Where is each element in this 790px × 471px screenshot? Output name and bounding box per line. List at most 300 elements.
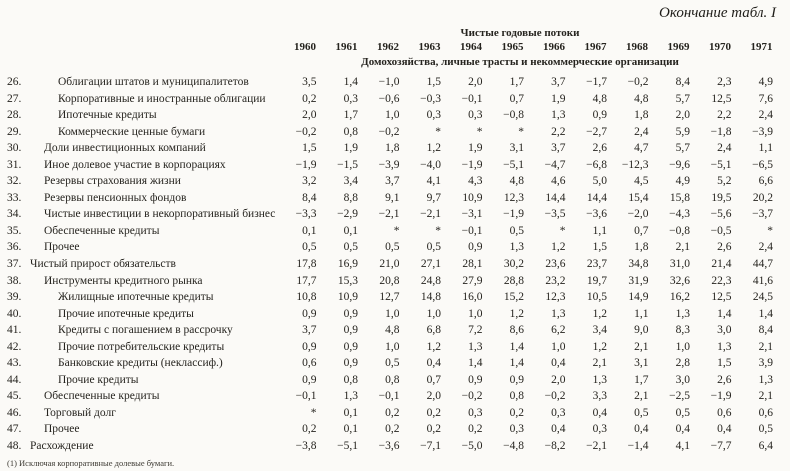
row-value: 0,5 [426, 241, 441, 254]
row-value: 15,8 [669, 191, 690, 204]
row-value: 2,2 [717, 109, 732, 122]
row-number: 33. [7, 191, 22, 204]
row-value: 2,8 [675, 357, 690, 370]
table-row [0, 355, 790, 372]
row-value: 2,6 [592, 142, 607, 155]
row-value: −1,9 [461, 158, 483, 171]
year-label: 1962 [377, 41, 399, 53]
row-value: −1,9 [710, 390, 732, 403]
row-value: 0,9 [468, 241, 483, 254]
row-value: 2,0 [551, 373, 566, 386]
row-value: −3,9 [752, 125, 773, 138]
row-value: 0,5 [385, 241, 400, 254]
row-value: 1,4 [717, 307, 732, 320]
row-number: 47. [7, 423, 22, 436]
row-value: 0,1 [343, 224, 358, 237]
year-label: 1961 [335, 41, 358, 53]
row-value: 12,3 [545, 291, 566, 304]
row-value: 16,9 [337, 258, 358, 271]
row-value: 31,9 [628, 274, 649, 287]
row-value: 14,4 [545, 191, 566, 204]
row-value: 0,3 [426, 109, 441, 122]
row-value: 1,3 [675, 307, 690, 320]
row-value: −1,0 [378, 76, 400, 88]
row-label: Коммерческие ценные бумаги [58, 125, 206, 138]
row-value: 3,7 [302, 324, 317, 337]
row-label: Корпоративные и иностранные облигации [58, 92, 266, 105]
row-value: 0,9 [509, 373, 524, 386]
row-number: 35. [7, 224, 22, 237]
row-value: * [310, 406, 317, 419]
row-value: 1,8 [634, 109, 649, 122]
row-value: 1,3 [717, 340, 732, 353]
row-value: −5,0 [461, 440, 483, 453]
row-label: Обеспеченные кредиты [44, 224, 160, 237]
row-value: 17,8 [296, 258, 317, 271]
row-value: −4,7 [544, 158, 566, 171]
row-value: 0,4 [717, 423, 732, 436]
row-value: 1,4 [509, 340, 524, 353]
row-value: 6,6 [758, 175, 773, 188]
row-value: 19,5 [711, 191, 732, 204]
row-value: 2,1 [758, 390, 773, 403]
row-value: 0,5 [675, 406, 690, 419]
row-value: −0,6 [378, 92, 400, 105]
row-value: 0,4 [675, 423, 690, 436]
row-value: 4,8 [592, 92, 607, 105]
row-value: −2,1 [586, 440, 607, 453]
row-value: 3,7 [551, 76, 566, 88]
row-value: 3,7 [551, 142, 566, 155]
row-value: −5,1 [503, 158, 524, 171]
row-value: 1,4 [468, 357, 483, 370]
row-value: 4,3 [468, 175, 483, 188]
row-value: −4,0 [420, 158, 441, 171]
row-value: 0,2 [468, 423, 483, 436]
row-value: 3,7 [385, 175, 400, 188]
row-value: 0,9 [343, 307, 358, 320]
row-value: 7,2 [468, 324, 483, 337]
row-value: 1,4 [343, 76, 358, 88]
row-value: 0,3 [468, 406, 483, 419]
row-value: −2,9 [337, 208, 358, 221]
row-value: 0,2 [302, 92, 317, 105]
row-value: 0,4 [551, 423, 566, 436]
row-number: 40. [7, 307, 22, 320]
row-value: −0,1 [295, 390, 317, 403]
row-value: 23,6 [545, 258, 566, 271]
row-value: 2,6 [717, 241, 732, 254]
row-value: 0,3 [551, 406, 566, 419]
row-value: −3,8 [295, 440, 317, 453]
row-value: 4,9 [758, 76, 773, 88]
row-value: 0,3 [592, 423, 607, 436]
row-value: 1,2 [551, 241, 566, 254]
row-value: 4,6 [551, 175, 566, 188]
row-value: 0,9 [343, 324, 358, 337]
row-value: 0,8 [509, 390, 524, 403]
row-value: 6,2 [551, 324, 566, 337]
row-label: Резервы пенсионных фондов [44, 191, 187, 204]
row-value: 5,9 [675, 125, 690, 138]
row-value: 27,1 [420, 258, 441, 271]
row-number: 31. [7, 158, 22, 171]
row-value: 2,1 [675, 241, 690, 254]
row-number: 29. [7, 125, 22, 138]
table-row [0, 157, 790, 174]
row-value: 19,7 [586, 274, 607, 287]
row-value: * [767, 224, 773, 237]
row-value: 17,7 [296, 274, 317, 287]
row-label: Жилищные ипотечные кредиты [58, 291, 214, 304]
row-value: 1,9 [551, 92, 566, 105]
row-value: 4,5 [634, 175, 649, 188]
row-value: 1,0 [385, 109, 400, 122]
row-number: 26. [7, 76, 22, 88]
table-row [0, 206, 790, 223]
row-value: 23,7 [586, 258, 607, 271]
year-label: 1969 [667, 41, 690, 53]
table-row [0, 124, 790, 141]
row-value: 34,8 [628, 258, 649, 271]
year-label: 1963 [418, 41, 441, 53]
row-value: 1,7 [634, 373, 649, 386]
row-value: * [435, 125, 441, 138]
row-value: 1,4 [758, 307, 773, 320]
row-value: −7,7 [710, 440, 732, 453]
row-value: 2,0 [468, 76, 483, 88]
row-value: 0,9 [302, 340, 317, 353]
row-value: 0,5 [634, 406, 649, 419]
row-number: 48. [7, 440, 22, 453]
row-value: 1,4 [509, 357, 524, 370]
row-value: 0,4 [592, 406, 607, 419]
row-value: 2,1 [634, 390, 649, 403]
row-label: Банковские кредиты (неклассиф.) [58, 357, 223, 370]
row-value: 2,1 [634, 340, 649, 353]
row-value: 0,1 [343, 423, 358, 436]
row-value: * [476, 125, 483, 138]
group-header-net-annual-flows: Чистые годовые потоки [460, 27, 580, 39]
row-value: 1,3 [551, 307, 566, 320]
row-value: 5,0 [592, 175, 607, 188]
row-value: 2,1 [592, 357, 607, 370]
table-row [0, 289, 790, 306]
row-value: 15,2 [503, 291, 524, 304]
table-row [0, 421, 790, 438]
row-value: 1,7 [343, 109, 358, 122]
row-value: −8,2 [544, 440, 566, 453]
row-value: 4,8 [634, 92, 649, 105]
row-value: 9,1 [385, 191, 400, 204]
row-value: −0,1 [378, 390, 400, 403]
years-header-row [0, 40, 790, 55]
row-value: 1,2 [592, 340, 607, 353]
row-value: 0,5 [343, 241, 358, 254]
row-label: Обеспеченные кредиты [44, 390, 160, 403]
row-label: Доли инвестиционных компаний [44, 142, 206, 155]
row-value: 10,9 [462, 191, 483, 204]
row-value: 0,7 [509, 92, 524, 105]
row-value: 32,6 [669, 274, 690, 287]
row-value: 5,7 [675, 142, 690, 155]
year-label: 1966 [543, 41, 565, 53]
row-value: −1,9 [503, 208, 524, 221]
row-value: −5,6 [710, 208, 732, 221]
row-value: 21,4 [711, 258, 732, 271]
row-value: 3,9 [758, 357, 773, 370]
row-value: 0,9 [592, 109, 607, 122]
row-value: 16,0 [462, 291, 483, 304]
table-row [0, 256, 790, 273]
row-value: 8,3 [675, 324, 690, 337]
row-label: Расхождение [30, 440, 94, 453]
row-value: 0,2 [426, 423, 441, 436]
row-value: 0,3 [343, 92, 358, 105]
row-value: 0,6 [302, 357, 317, 370]
row-value: −1,8 [710, 125, 732, 138]
row-value: * [435, 224, 441, 237]
row-value: 5,2 [717, 175, 732, 188]
row-value: 1,1 [758, 142, 773, 155]
row-value: 2,1 [758, 340, 773, 353]
row-value: 0,3 [509, 423, 524, 436]
row-value: 24,5 [752, 291, 773, 304]
table-row [0, 322, 790, 339]
row-value: 2,6 [717, 373, 732, 386]
row-value: 1,0 [468, 307, 483, 320]
row-value: −0,2 [295, 125, 317, 138]
row-value: −4,8 [503, 440, 524, 453]
table-row [0, 405, 790, 422]
row-value: 0,7 [634, 224, 649, 237]
row-value: 0,7 [426, 373, 441, 386]
row-value: 15,3 [337, 274, 358, 287]
table-row [0, 91, 790, 108]
row-value: 1,0 [385, 307, 400, 320]
row-value: * [393, 224, 400, 237]
row-value: 1,1 [634, 307, 649, 320]
row-value: 8,6 [509, 324, 524, 337]
row-value: 1,9 [343, 142, 358, 155]
row-value: 41,6 [752, 274, 773, 287]
row-value: 0,2 [385, 423, 400, 436]
row-value: 1,3 [509, 241, 524, 254]
footnote: (1) Исключая корпоративные долевые бумаги. [7, 457, 175, 468]
row-value: −9,6 [669, 158, 690, 171]
row-value: 1,0 [426, 307, 441, 320]
row-value: 3,2 [302, 175, 317, 188]
row-value: 1,2 [426, 142, 441, 155]
row-value: −6,8 [586, 158, 607, 171]
row-label: Прочее [44, 423, 80, 436]
table-row [0, 173, 790, 190]
years-row-spacer [7, 40, 275, 55]
row-value: 1,8 [634, 241, 649, 254]
row-value: 0,5 [758, 423, 773, 436]
row-value: 28,1 [462, 258, 483, 271]
row-value: −0,8 [669, 224, 690, 237]
row-label: Иное долевое участие в корпорациях [44, 158, 226, 171]
row-value: 8,4 [675, 76, 690, 88]
row-value: 8,4 [758, 324, 773, 337]
row-value: 0,6 [717, 406, 732, 419]
row-value: 1,3 [551, 109, 566, 122]
row-number: 45. [7, 390, 22, 403]
row-value: 0,5 [302, 241, 317, 254]
row-label: Чистые инвестиции в некорпоративный бизнес [44, 208, 275, 221]
row-value: 1,3 [468, 340, 483, 353]
row-value: 2,0 [675, 109, 690, 122]
row-number: 44. [7, 373, 22, 386]
table-row [0, 339, 790, 356]
row-value: 20,2 [752, 191, 773, 204]
row-value: 2,0 [302, 109, 317, 122]
row-value: −2,1 [378, 208, 400, 221]
row-label: Резервы страхования жизни [44, 175, 181, 188]
row-value: 27,9 [462, 274, 483, 287]
row-value: 3,1 [509, 142, 524, 155]
row-number: 42. [7, 340, 22, 353]
row-value: −3,6 [586, 208, 607, 221]
table-rows [0, 74, 790, 455]
row-value: 2,4 [717, 142, 732, 155]
row-value: −7,1 [420, 440, 441, 453]
row-label: Прочее [44, 241, 80, 254]
row-number: 46. [7, 406, 22, 419]
row-number: 41. [7, 324, 22, 337]
row-number: 43. [7, 357, 22, 370]
row-value: −2,7 [586, 125, 607, 138]
table-row [0, 107, 790, 124]
row-value: 0,2 [385, 406, 400, 419]
row-value: 8,4 [302, 191, 317, 204]
table-row [0, 140, 790, 157]
row-value: −0,3 [420, 92, 441, 105]
row-number: 30. [7, 142, 22, 155]
row-number: 32. [7, 175, 22, 188]
row-value: 6,8 [426, 324, 441, 337]
row-value: 8,8 [343, 191, 358, 204]
row-value: −4,3 [669, 208, 690, 221]
row-value: −1,4 [627, 440, 649, 453]
row-value: −3,5 [544, 208, 566, 221]
row-value: 0,6 [758, 406, 773, 419]
row-value: 1,2 [426, 340, 441, 353]
row-value: −6,5 [752, 158, 773, 171]
row-value: 0,4 [634, 423, 649, 436]
row-value: −2,1 [420, 208, 441, 221]
row-value: 28,8 [503, 274, 524, 287]
row-value: 44,7 [752, 258, 773, 271]
row-label: Торговый долг [44, 406, 116, 419]
row-value: 1,8 [385, 142, 400, 155]
row-label: Ипотечные кредиты [58, 109, 157, 122]
row-value: 0,8 [343, 125, 358, 138]
row-value: 10,5 [586, 291, 607, 304]
row-value: 1,2 [592, 307, 607, 320]
row-value: 1,3 [343, 390, 358, 403]
row-value: 10,8 [296, 291, 317, 304]
row-value: 0,4 [426, 357, 441, 370]
row-value: −1,5 [337, 158, 358, 171]
row-value: −0,2 [627, 76, 649, 88]
row-value: −2,0 [627, 208, 649, 221]
row-value: 9,0 [634, 324, 649, 337]
row-value: 1,5 [426, 76, 441, 88]
row-value: 1,5 [302, 142, 317, 155]
row-value: 14,9 [628, 291, 649, 304]
row-number: 39. [7, 291, 22, 304]
row-value: 15,4 [628, 191, 649, 204]
row-value: 31,0 [669, 258, 690, 271]
row-value: −0,2 [461, 390, 483, 403]
table-row [0, 74, 790, 91]
row-value: * [559, 224, 566, 237]
row-value: 5,7 [675, 92, 690, 105]
row-label: Прочие ипотечные кредиты [58, 307, 194, 320]
row-value: −0,1 [461, 92, 483, 105]
row-value: 1,0 [551, 340, 566, 353]
row-value: 1,3 [758, 373, 773, 386]
row-value: 2,2 [551, 125, 566, 138]
row-value: −0,1 [461, 224, 483, 237]
row-value: −12,3 [621, 158, 649, 171]
row-value: −2,5 [669, 390, 690, 403]
row-number: 37. [7, 258, 22, 271]
row-value: 3,0 [675, 373, 690, 386]
row-value: 1,1 [592, 224, 607, 237]
year-label: 1964 [460, 41, 482, 53]
table-row [0, 223, 790, 240]
row-number: 34. [7, 208, 22, 221]
row-value: 2,0 [426, 390, 441, 403]
row-value: 21,0 [379, 258, 400, 271]
row-value: 12,3 [503, 191, 524, 204]
row-number: 38. [7, 274, 22, 287]
row-value: 1,2 [509, 307, 524, 320]
row-value: 1,0 [675, 340, 690, 353]
table-continuation-title: Окончание табл. I [659, 5, 776, 21]
row-value: 12,5 [711, 92, 732, 105]
year-label: 1970 [709, 41, 731, 53]
row-value: 0,5 [509, 224, 524, 237]
row-value: 0,2 [302, 423, 317, 436]
row-value: 0,9 [302, 307, 317, 320]
row-value: * [518, 125, 524, 138]
row-value: 30,2 [503, 258, 524, 271]
row-value: 0,1 [302, 224, 317, 237]
table-row [0, 438, 790, 455]
table-row [0, 273, 790, 290]
row-value: 1,0 [385, 340, 400, 353]
row-value: −0,2 [544, 390, 566, 403]
row-value: 4,9 [675, 175, 690, 188]
row-value: −3,9 [378, 158, 400, 171]
table-row [0, 388, 790, 405]
table-row [0, 239, 790, 256]
row-value: 1,5 [592, 241, 607, 254]
row-value: 10,9 [337, 291, 358, 304]
row-number: 27. [7, 92, 22, 105]
row-value: 0,1 [343, 406, 358, 419]
row-value: 2,4 [758, 109, 773, 122]
row-value: 2,3 [717, 76, 732, 88]
row-label: Чистый прирост обязательств [30, 258, 176, 271]
row-value: 0,9 [468, 373, 483, 386]
row-value: 23,2 [545, 274, 566, 287]
row-value: 3,1 [634, 357, 649, 370]
